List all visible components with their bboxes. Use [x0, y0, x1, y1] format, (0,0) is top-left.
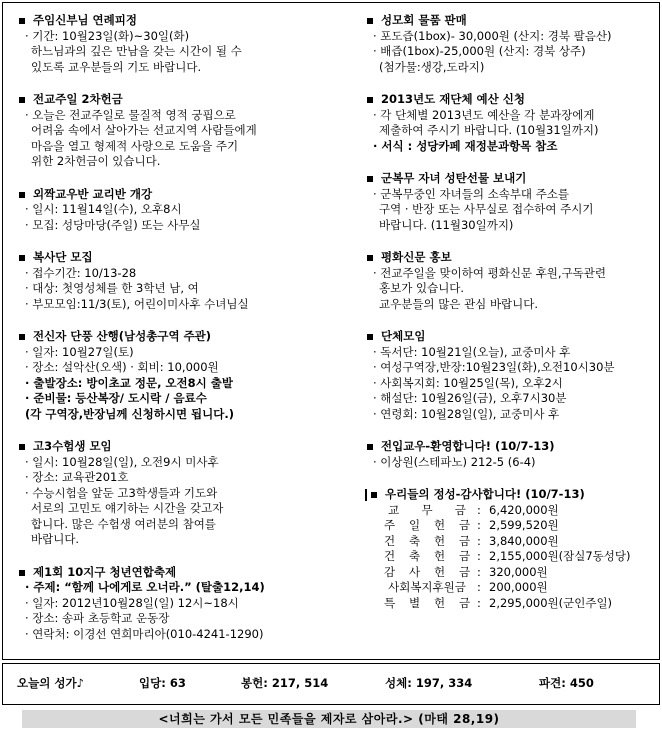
notice-line: 바랍니다. [31, 532, 80, 546]
notice-catechism [17, 187, 345, 234]
section-title: 전입교우-환영합니다! (10/7-13) [381, 439, 555, 453]
bar-bullet-icon [365, 489, 367, 501]
notice-line: · 일시: 11월14일(수), 오후8시 [25, 202, 182, 216]
square-bullet-icon [367, 334, 373, 340]
notice-line: · 독서단: 10월21일(오늘), 교중미사 후 [373, 344, 571, 359]
hymn-label: 오늘의 성가♪ [17, 676, 84, 691]
hymn-communion: 성체: 197, 334 [385, 676, 473, 691]
notice-line: · 서식 : 성당카페 재정분과항목 참조 [373, 138, 558, 153]
offering-label: 특 별 헌 금 [383, 595, 471, 610]
notice-line: · 연락처: 이경선 연희마리아(010-4241-1290) [25, 626, 264, 641]
notice-line: · 모집: 성당마당(주일) 또는 사무실 [25, 217, 201, 232]
section-title: 제1회 10지구 청년연합축제 [33, 564, 177, 579]
notice-line: · 일자: 10월27일(토) [25, 344, 134, 359]
square-bullet-icon [19, 255, 25, 261]
notice-newspaper [365, 250, 657, 312]
notice-line: 교우분들의 많은 관심 바랍니다. [379, 296, 539, 311]
offering-amount: 320,000원 [489, 564, 548, 579]
square-bullet-icon [19, 18, 25, 24]
notice-line: · 오늘은 전교주일로 물질적 영적 궁핍으로 [25, 107, 236, 122]
offering-table [365, 503, 657, 612]
notice-line: · 장소: 송파 초등학교 운동장 [25, 611, 170, 625]
section-title: 고3수험생 모임 [33, 439, 112, 453]
square-bullet-icon [19, 97, 25, 103]
square-bullet-icon [367, 444, 373, 450]
notice-line: · 장소: 교육관201호 [25, 470, 129, 484]
square-bullet-icon [367, 97, 373, 103]
offering-label: 건 축 헌 금 [383, 549, 471, 563]
notice-exam-students [17, 439, 345, 548]
notice-sale [365, 13, 657, 75]
offering-label: 사회복지후원금 [388, 580, 466, 594]
notice-altar-servers [17, 250, 345, 312]
notice-line: 위한 2차헌금이 있습니다. [31, 154, 161, 168]
offering-amount: 3,840,000원 [489, 533, 559, 548]
notice-line: · 장소: 설악산(오색) · 회비: 10,000원 [25, 360, 219, 374]
notice-line: · 군복무중인 자녀들의 소속부대 주소를 [373, 186, 570, 201]
notice-line: · 전교주일을 맞이하여 평화신문 후원,구독관련 [373, 265, 607, 280]
notice-line: 서로의 고민도 얘기하는 시간을 갖고자 [31, 501, 224, 515]
notice-line: · 여성구역장,반장:10월23일(화),오전10시30분 [373, 360, 615, 374]
notice-budget [365, 92, 657, 154]
notice-line: (첨가물:생강,도라지) [379, 59, 485, 74]
square-bullet-icon [371, 492, 377, 498]
offering-row: 감 사 헌 금 : 320,000원 [365, 565, 657, 581]
notice-christmas-gift [365, 171, 657, 233]
notice-line: · 이상원(스테파노) 212-5 (6-4) [373, 454, 536, 469]
notice-line: · 해설단: 10월26일(금), 오후7시30분 [373, 391, 567, 405]
notice-line: 제출하여 주시기 바랍니다. (10월31일까지) [379, 123, 599, 137]
offering-amount: 2,599,520원 [489, 518, 559, 532]
square-bullet-icon [19, 444, 25, 450]
square-bullet-icon [367, 176, 373, 182]
notice-youth-festival [17, 565, 345, 643]
notice-line: 있도록 교우분들의 기도 바랍니다. [31, 59, 202, 74]
section-title: 우리들의 정성-감사합니다! (10/7-13) [385, 487, 585, 501]
offering-row: 주 일 헌 금 : 2,599,520원 [365, 518, 657, 534]
notice-line: · 연령회: 10월28일(일), 교중미사 후 [373, 406, 560, 421]
offering-amount: 6,420,000원 [489, 502, 559, 517]
offering-amount: 2,295,000원(군인주일) [489, 595, 613, 610]
offering-amount: 200,000원 [489, 580, 548, 594]
notice-line: · 사회복지회: 10월25일(목), 오후2시 [373, 375, 563, 390]
notice-line: · 일자: 2012년10월28일(일) 12시~18시 [25, 595, 239, 610]
section-title: 군복무 자녀 성탄선물 보내기 [381, 171, 527, 185]
section-title: 주임신부님 연례피정 [33, 13, 137, 27]
notice-line: · 포도즙(1box)- 30,000원 (산지: 경북 팔음산) [373, 28, 612, 43]
section-title: 성모회 물품 판매 [381, 13, 467, 27]
notice-hiking [17, 329, 345, 422]
square-bullet-icon [367, 255, 373, 261]
notice-line: · 출발장소: 방이초교 정문, 오전8시 출발 [25, 375, 233, 390]
notice-line: 어려움 속에서 살아가는 선교지역 사람들에게 [31, 123, 257, 137]
offering-label: 건 축 헌 금 [383, 533, 471, 548]
section-title: 평화신문 홍보 [381, 250, 452, 264]
notice-line: · 일시: 10월28일(일), 오전9시 미사후 [25, 454, 219, 469]
offering-row: 교 무 금 : 6,420,000원 [365, 503, 657, 519]
notice-line: · 준비물: 등산복장/ 도시락 / 음료수 [25, 391, 207, 405]
notice-mission-collection [17, 92, 345, 170]
notice-offerings [365, 487, 657, 611]
section-title: 복사단 모집 [33, 250, 93, 264]
notice-line: · 수능시험을 앞둔 고3학생들과 기도와 [25, 485, 218, 500]
square-bullet-icon [367, 18, 373, 24]
section-title: 2013년도 재단체 예산 신청 [381, 92, 525, 106]
left-column [17, 13, 345, 659]
notice-meetings [365, 329, 657, 422]
hymn-bar [2, 663, 660, 705]
section-title: 외짝교우반 교리반 개강 [33, 186, 153, 201]
notice-line: · 접수기간: 10/13-28 [25, 265, 137, 280]
notice-line: · 기간: 10월23일(화)~30일(화) [25, 28, 190, 43]
notice-line: · 대상: 첫영성체를 한 3학년 남, 여 [25, 281, 199, 295]
notice-line: · 배즙(1box)-25,000원 (산지: 경북 상주) [373, 44, 586, 58]
offering-row: 사회복지후원금 : 200,000원 [365, 580, 657, 596]
offering-label: 교 무 금 [388, 502, 466, 517]
offering-amount: 2,155,000원(잠실7동성당) [489, 549, 631, 563]
bulletin-frame [2, 2, 660, 660]
hymn-entrance: 입당: 63 [139, 676, 186, 691]
notice-line: 바랍니다. (11월30일까지) [379, 217, 514, 232]
offering-label: 주 일 헌 금 [383, 518, 471, 532]
notice-line: · 주제: “함께 나에게로 오너라.” (탈출12,14) [25, 580, 265, 594]
offering-row: 건 축 헌 금 : 2,155,000원(잠실7동성당) [365, 549, 657, 565]
hymn-offertory: 봉헌: 217, 514 [241, 676, 329, 691]
notice-line: 하느님과의 깊은 만남을 갖는 시간이 될 수 [31, 44, 242, 58]
right-column [365, 13, 657, 628]
notice-line: 마음을 열고 형제적 사랑으로 도움을 주기 [31, 138, 239, 153]
square-bullet-icon [19, 192, 25, 198]
notice-retreat [17, 13, 345, 75]
offering-row: 건 축 헌 금 : 3,840,000원 [365, 534, 657, 550]
square-bullet-icon [19, 570, 25, 576]
offering-label: 감 사 헌 금 [383, 564, 471, 579]
offering-row: 특 별 헌 금 : 2,295,000원(군인주일) [365, 596, 657, 612]
square-bullet-icon [19, 334, 25, 340]
hymn-recessional: 파견: 450 [539, 676, 594, 691]
section-title: 전신자 단풍 산행(남성총구역 주관) [33, 329, 212, 343]
section-title: 전교주일 2차헌금 [33, 92, 123, 106]
notice-line: · 부모모임:11/3(토), 어린이미사후 수녀님실 [25, 296, 249, 311]
notice-line: (각 구역장,반장님께 신청하시면 됩니다.) [25, 406, 235, 421]
notice-new-parishioners [365, 439, 657, 470]
notice-line: 구역 · 반장 또는 사무실로 접수하여 주시기 [379, 202, 594, 216]
notice-line: 홍보가 있습니다. [379, 281, 465, 295]
notice-line: · 각 단체별 2013년도 예산을 각 분과장에게 [373, 107, 595, 122]
bible-verse: <너희는 가서 모든 민족들을 제자로 삼아라.> (마태 28,19) [22, 710, 636, 728]
section-title: 단체모임 [381, 329, 426, 343]
notice-line: 합니다. 많은 수험생 여러분의 참여를 [31, 516, 216, 531]
